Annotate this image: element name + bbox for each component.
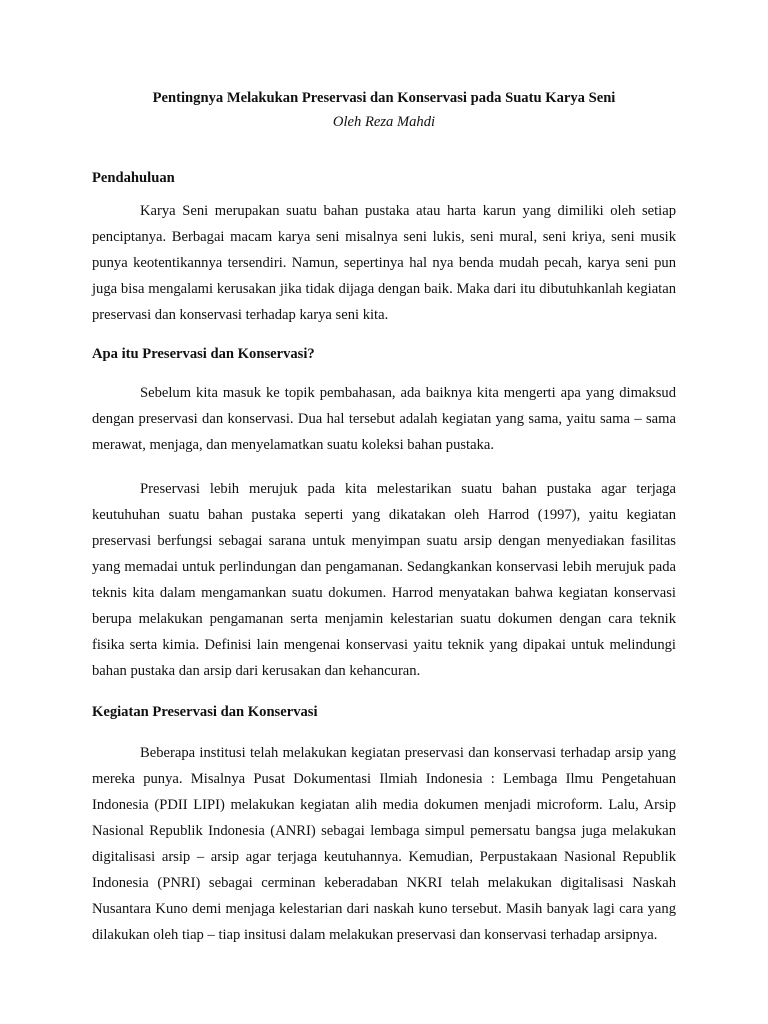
document-title: Pentingnya Melakukan Preservasi dan Konservasi pada Suatu Karya Seni	[152, 90, 616, 106]
section-heading-kegiatan: Kegiatan Preservasi dan Konservasi	[92, 704, 318, 720]
paragraph-definisi: Sebelum kita masuk ke topik pembahasan, ada baiknya kita mengerti apa yang dimaksud dengan preservasi dan konservasi. Dua hal tersebut adalah kegiatan yang sama, yaitu sama – sama merawat, menjaga, dan menyelamatkan suatu koleksi bahan pustaka.	[92, 385, 676, 453]
paragraph-pendahuluan: Karya Seni merupakan suatu bahan pustaka atau harta karun yang dimiliki oleh setiap penciptanya. Berbagai macam karya seni misalnya seni lukis, seni mural, seni kriya, seni musik punya keotentikannya tersendiri. Namun, sepertinya hal nya benda mudah pecah, karya seni pun juga bisa mengalami kerusakan jika tidak dijaga dengan baik. Maka dari itu dibutuhkanlah kegiatan preservasi dan konservasi terhadap karya seni kita.	[92, 203, 676, 323]
section-heading-apa-itu: Apa itu Preservasi dan Konservasi?	[92, 346, 315, 362]
section-heading-pendahuluan: Pendahuluan	[92, 170, 175, 186]
paragraph-preservasi-konservasi: Preservasi lebih merujuk pada kita melestarikan suatu bahan pustaka agar terjaga keutuhuhan suatu bahan pustaka seperti yang dikatakan oleh Harrod (1997), yaitu kegiatan preservasi berfungsi sebagai sarana untuk menyimpan suatu arsip dengan menyediakan fasilitas yang memadai untuk perlindungan dan pengamanan. Sedangkankan konservasi lebih merujuk pada teknis kita dalam mengamankan suatu dokumen. Harrod menyatakan bahwa kegiatan konservasi berupa melakukan pengamanan serta menjamin kelestarian suatu dokumen dengan cara teknik fisika serta kimia. Definisi lain mengenai konservasi yaitu teknik yang dipakai untuk melindungi bahan pustaka dan arsip dari kerusakan dan kehancuran.	[92, 481, 676, 679]
paragraph-kegiatan: Beberapa institusi telah melakukan kegiatan preservasi dan konservasi terhadap arsip yang mereka punya. Misalnya Pusat Dokumentasi Ilmiah Indonesia : Lembaga Ilmu Pengetahuan Indonesia (PDII LIPI) melakukan kegiatan alih media dokumen menjadi microform. Lalu, Arsip Nasional Republik Indonesia (ANRI) sebagai lembaga simpul pemersatu bangsa juga melakukan digitalisasi arsip – arsip agar terjaga keutuhannya. Kemudian, Perpustakaan Nasional Republik Indonesia (PNRI) sebagai cerminan keberadaban NKRI telah melakukan digitalisasi Naskah Nusantara Kuno demi menjaga kelestarian dari naskah kuno tersebut. Masih banyak lagi cara yang dilakukan oleh tiap – tiap insitusi dalam melakukan preservasi dan konservasi terhadap arsipnya.	[92, 745, 676, 943]
document-author: Oleh Reza Mahdi	[332, 114, 436, 130]
